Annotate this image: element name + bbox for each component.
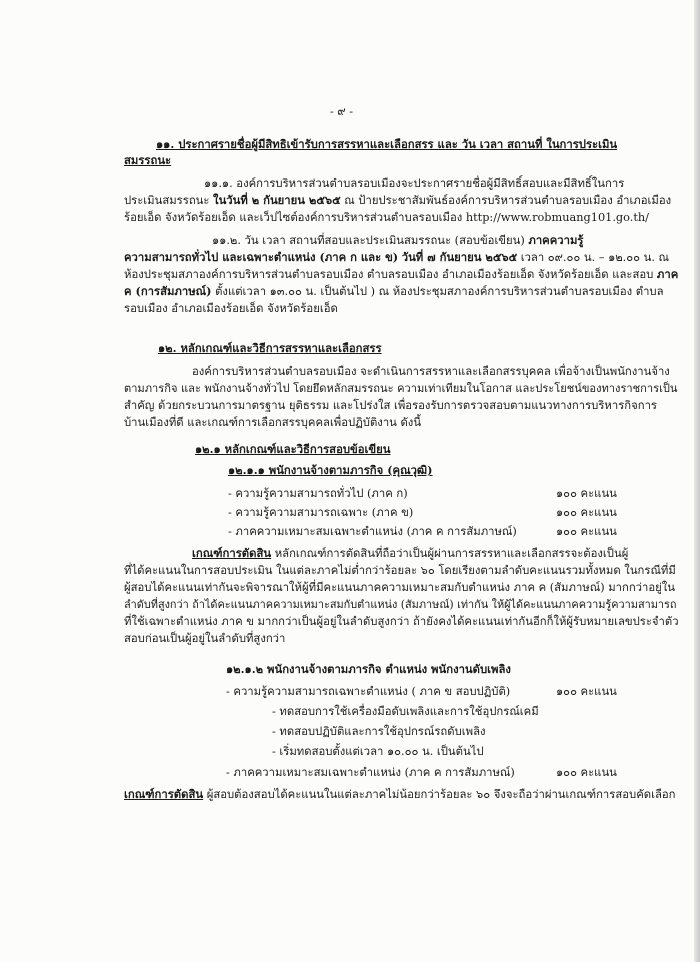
score-item-label: - ความรู้ความสามารถเฉพาะ (ภาค ข): [228, 506, 414, 519]
s11-p1-line3: ร้อยเอ็ด จังหวัดร้อยเอ็ด และเว็ปไซต์องค์การบริหารส่วนตำบลรอบเมือง http://www.robmuang101.go.th/: [124, 211, 649, 224]
s11-p2-line5: รอบเมือง อำเภอเมืองร้อยเอ็ด จังหวัดร้อยเอ็ด: [124, 302, 338, 315]
s11-p1-line1: ๑๑.๑. องค์การบริหารส่วนตำบลรอบเมืองจะประกาศรายชื่อผู้มีสิทธิ์สอบและมีสิทธิ์ในการ: [204, 177, 625, 190]
criteria-2-line: เกณฑ์การตัดสิน ผู้สอบต้องสอบได้คะแนนในแต่ละภาคไม่น้อยกว่าร้อยละ ๖๐ จึงจะถือว่าผ่านเกณฑ์การสอบคัดเลือก: [124, 787, 676, 801]
s11-p2-line4: ค (การสัมภาษณ์) ตั้งแต่เวลา ๑๓.๐๐ น. เป็นต้นไป ) ณ ห้องประชุมสภาองค์การบริหารส่วนตำบลรอบเมือง ตำบล: [124, 284, 664, 298]
exam-date: วันที่ ๗ กันยายน ๒๕๖๕: [401, 250, 518, 264]
score-item-label: - ความรู้ความสามารถทั่วไป (ภาค ก): [228, 487, 408, 500]
s11-p2-line1: ๑๑.๒. วัน เวลา สถานที่สอบและประเมินสมรรถนะ (สอบข้อเขียน) ภาคความรู้: [212, 233, 584, 247]
score-item-points: ๑๐๐ คะแนน: [556, 487, 617, 500]
s11-p2-line2: ความสามารถทั่วไป และเฉพาะตำแหน่ง (ภาค ก และ ข) วันที่ ๗ กันยายน ๒๕๖๕ เวลา ๐๙.๐๐ น. – ๑๒.๐๐ น. ณ: [124, 250, 670, 264]
score-item-points: ๑๐๐ คะแนน: [556, 685, 617, 698]
s12-intro-line4: บ้านเมืองที่ดี และเกณฑ์การเลือกสรรบุคคลเพื่อปฏิบัติงาน ดังนี้: [124, 416, 422, 429]
s12-intro-line2: ตามภารกิจ และ พนักงานจ้างทั่วไป โดยยึดหลักสมรรถนะ ความเท่าเทียมในโอกาส และประโยชน์ของทางราชการเป็น: [124, 382, 678, 395]
section-12-heading: ๑๒. หลักเกณฑ์และวิธีการสรรหาและเลือกสรร: [158, 341, 382, 355]
sub-12-1-1-heading: ๑๒.๑.๑ พนักงานจ้างตามภารกิจ (คุณวุฒิ): [228, 463, 433, 477]
criteria-1-line6: สอบก่อนเป็นผู้อยู่ในลำดับที่สูงกว่า: [124, 632, 286, 645]
section-11-heading: ๑๑. ประกาศรายชื่อผู้มีสิทธิเข้ารับการสรรหาและเลือกสรร และ วัน เวลา สถานที่ ในการประเมิน: [156, 137, 618, 151]
criteria-1-line5: ที่ใช้เฉพาะตำแหน่ง ภาค ข มากกว่าเป็นผู้อยู่ในลำดับสูงกว่า ถ้ายังคงได้คะแนนเท่ากันอีกก็ให้ผู้รับหมายเลขประจำตัว: [124, 615, 679, 628]
test-bullet: - เริ่มทดสอบตั้งแต่เวลา ๑๐.๐๐ น. เป็นต้นไป: [272, 745, 484, 758]
s12-intro-line3: สำคัญ ด้วยกระบวนการมาตรฐาน ยุติธรรม และโปร่งใส เพื่อรองรับการตรวจสอบตามแนวทางการบริหารกิจการ: [124, 399, 657, 412]
criteria-1-line4: ลำดับที่สูงกว่า ถ้าได้คะแนนภาคความเหมาะสมกับตำแหน่ง (สัมภาษณ์) เท่ากัน ให้ผู้ได้คะแนนภาคความรู้ความสามารถ: [124, 598, 677, 611]
score-item-label: - ภาคความเหมาะสมเฉพาะตำแหน่ง (ภาค ค การสัมภาษณ์): [228, 525, 517, 538]
score-item-label: - ภาคความเหมาะสมเฉพาะตำแหน่ง (ภาค ค การสัมภาษณ์): [226, 766, 515, 779]
score-item-points: ๑๐๐ คะแนน: [556, 766, 617, 779]
test-bullet: - ทดสอบปฏิบัติและการใช้อุปกรณ์รถดับเพลิง: [272, 725, 486, 738]
page-edge-shadow: [694, 0, 700, 962]
criteria-1-line2: ที่ได้คะแนนในการสอบประเมิน ในแต่ละภาคไม่ต่ำกว่าร้อยละ ๖๐ โดยเรียงตามลำดับคะแนนรวมทั้งหมด ในกรณีที่มี: [124, 564, 676, 577]
score-item-points: ๑๐๐ คะแนน: [556, 525, 617, 538]
page-number: - ๙ -: [330, 105, 354, 118]
score-item-label: - ความรู้ความสามารถเฉพาะตำแหน่ง ( ภาค ข สอบปฏิบัติ): [226, 685, 511, 698]
sub-12-1-2-heading: ๑๒.๑.๒ พนักงานจ้างตามภารกิจ ตำแหน่ง พนักงานดับเพลิง: [226, 662, 511, 676]
s12-intro-line1: องค์การบริหารส่วนตำบลรอบเมือง จะดำเนินการสรรหาและเลือกสรรบุคคล เพื่อจ้างเป็นพนักงานจ้าง: [192, 365, 670, 378]
announce-date: ในวันที่ ๒ กันยายน ๒๕๖๕: [213, 193, 341, 207]
criteria-2-label: เกณฑ์การตัดสิน: [124, 787, 204, 801]
criteria-1-label: เกณฑ์การตัดสิน: [192, 546, 272, 560]
s11-p2-line3: ห้องประชุมสภาองค์การบริหารส่วนตำบลรอบเมือง ตำบลรอบเมือง อำเภอเมืองร้อยเอ็ด จังหวัดร้อยเอ็ด และสอบ ภาค: [124, 267, 679, 281]
s11-p1-line2: ประเมินสมรรถนะ ในวันที่ ๒ กันยายน ๒๕๖๕ ณ ป้ายประชาสัมพันธ์องค์การบริหารส่วนตำบลรอบเมือง อำเภอเมือง: [124, 193, 672, 207]
section-11-heading-cont: สมรรถนะ: [124, 153, 172, 167]
score-item-points: ๑๐๐ คะแนน: [556, 506, 617, 519]
criteria-1-line1: เกณฑ์การตัดสิน หลักเกณฑ์การตัดสินที่ถือว่าเป็นผู้ผ่านการสรรหาและเลือกสรรจะต้องเป็นผู้: [192, 546, 629, 560]
test-bullet: - ทดสอบการใช้เครื่องมือดับเพลิงและการใช้อุปกรณ์เคมี: [272, 705, 539, 718]
criteria-1-line3: ผู้สอบได้คะแนนเท่ากันจะพิจารณาให้ผู้ที่มีคะแนนภาคความเหมาะสมกับตำแหน่ง ภาค ค (สัมภาษณ์) มากกว่าอยู่ใน: [124, 581, 676, 594]
sub-12-1-heading: ๑๒.๑ หลักเกณฑ์และวิธีการสอบข้อเขียน: [195, 442, 391, 456]
